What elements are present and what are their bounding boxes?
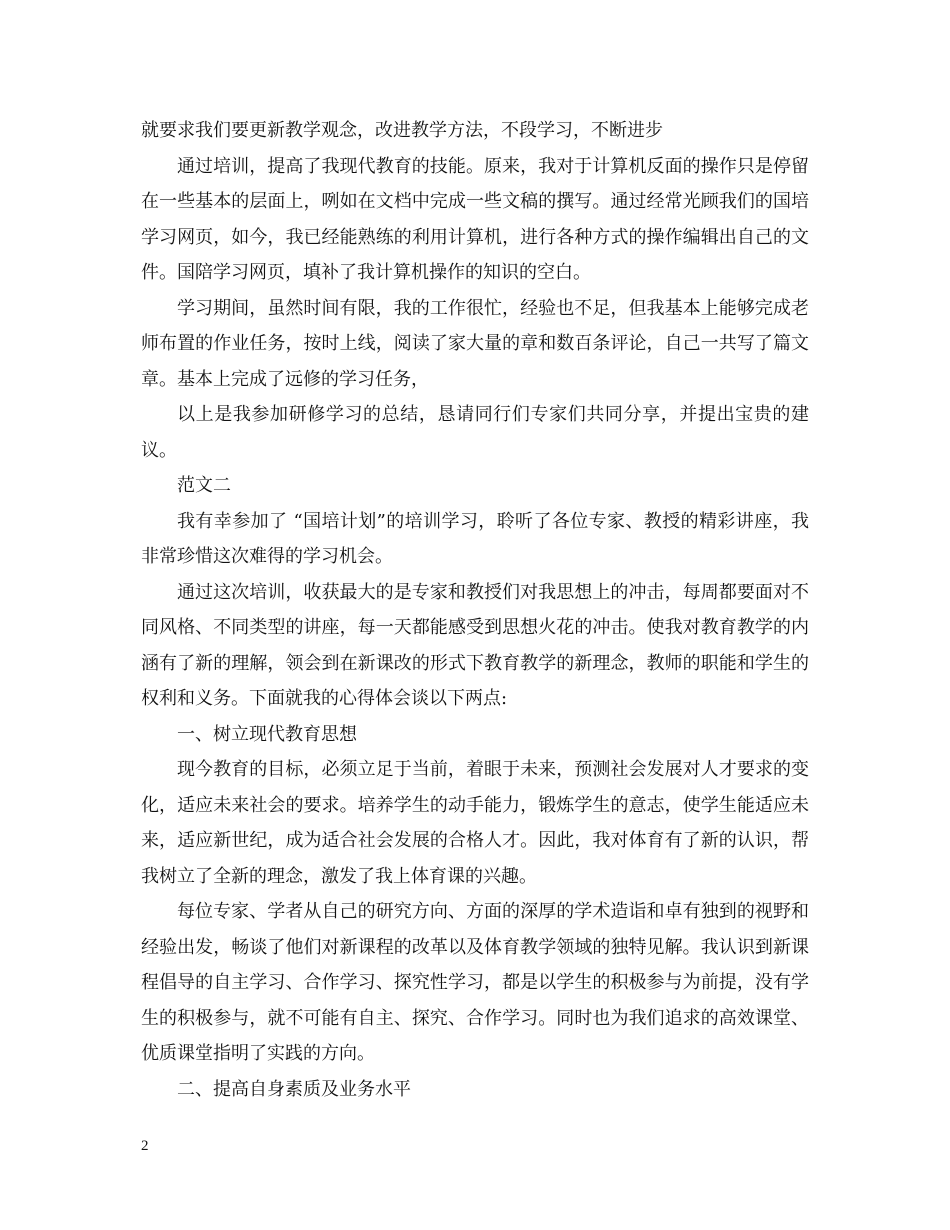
page-number: 2 xyxy=(141,1138,149,1154)
paragraph-study-period: 学习期间，虽然时间有限，我的工作很忙，经验也不足，但我基本上能够完成老师布置的作业任务，按时上线，阅读了家大量的章和数百条评论，自己一共写了篇文章。基本上完成了远修的学习任务， xyxy=(141,297,809,390)
subheading-self-improvement: 二、提高自身素质及业务水平 xyxy=(177,1078,411,1100)
paragraph-summary: 以上是我参加研修学习的总结，恳请同行们专家们共同分享，并提出宝贵的建议。 xyxy=(141,404,809,461)
section-heading-sample-two: 范文二 xyxy=(177,475,231,496)
paragraph-impact: 通过这次培训，收获最大的是专家和教授们对我思想上的冲击，每周都要面对不同风格、不同类型的讲座，每一天都能感受到思想火花的冲击。使我对教育教学的内涵有了新的理解，领会到在新课改的形式下教育教学的新理念，教师的职能和学生的权利和义务。下面就我的心得体会谈以下两点: xyxy=(141,581,809,709)
subheading-modern-education: 一、树立现代教育思想 xyxy=(177,723,357,745)
paragraph-experts: 每位专家、学者从自己的研究方向、方面的深厚的学术造诣和卓有独到的视野和经验出发，畅谈了他们对新课程的改革以及体育教学领域的独特见解。我认识到新课程倡导的自主学习、合作学习、探究性学习，都是以学生的积极参与为前提，没有学生的积极参与，就不可能有自主、探究、合作学习。同时也为我们追求的高效课堂、优质课堂指明了实践的方向。 xyxy=(141,901,809,1064)
paragraph-continuation: 就要求我们要更新教学观念，改进教学方法，不段学习，不断进步 xyxy=(141,120,663,141)
paragraph-training-skills: 通过培训，提高了我现代教育的技能。原来，我对于计算机反面的操作只是停留在一些基本的层面上，咧如在文档中完成一些文稿的撰写。通过经常光顾我们的国培学习网页，如今，我已经能熟练的利用计算机，进行各种方式的操作编辑出自己的文件。国陪学习网页，填补了我计算机操作的知识的空白。 xyxy=(141,155,809,283)
document-body xyxy=(141,113,809,1107)
paragraph-participation: 我有幸参加了 “国培计划”的培训学习，聆听了各位专家、教授的精彩讲座，我非常珍惜这次难得的学习机会。 xyxy=(141,510,809,567)
paragraph-education-goals: 现今教育的目标，必须立足于当前，着眼于未来，预测社会发展对人才要求的变化，适应未来社会的要求。培养学生的动手能力，锻炼学生的意志，使学生能适应未来，适应新世纪，成为适合社会发展的合格人才。因此，我对体育有了新的认识，帮我树立了全新的理念，激发了我上体育课的兴趣。 xyxy=(141,759,809,887)
